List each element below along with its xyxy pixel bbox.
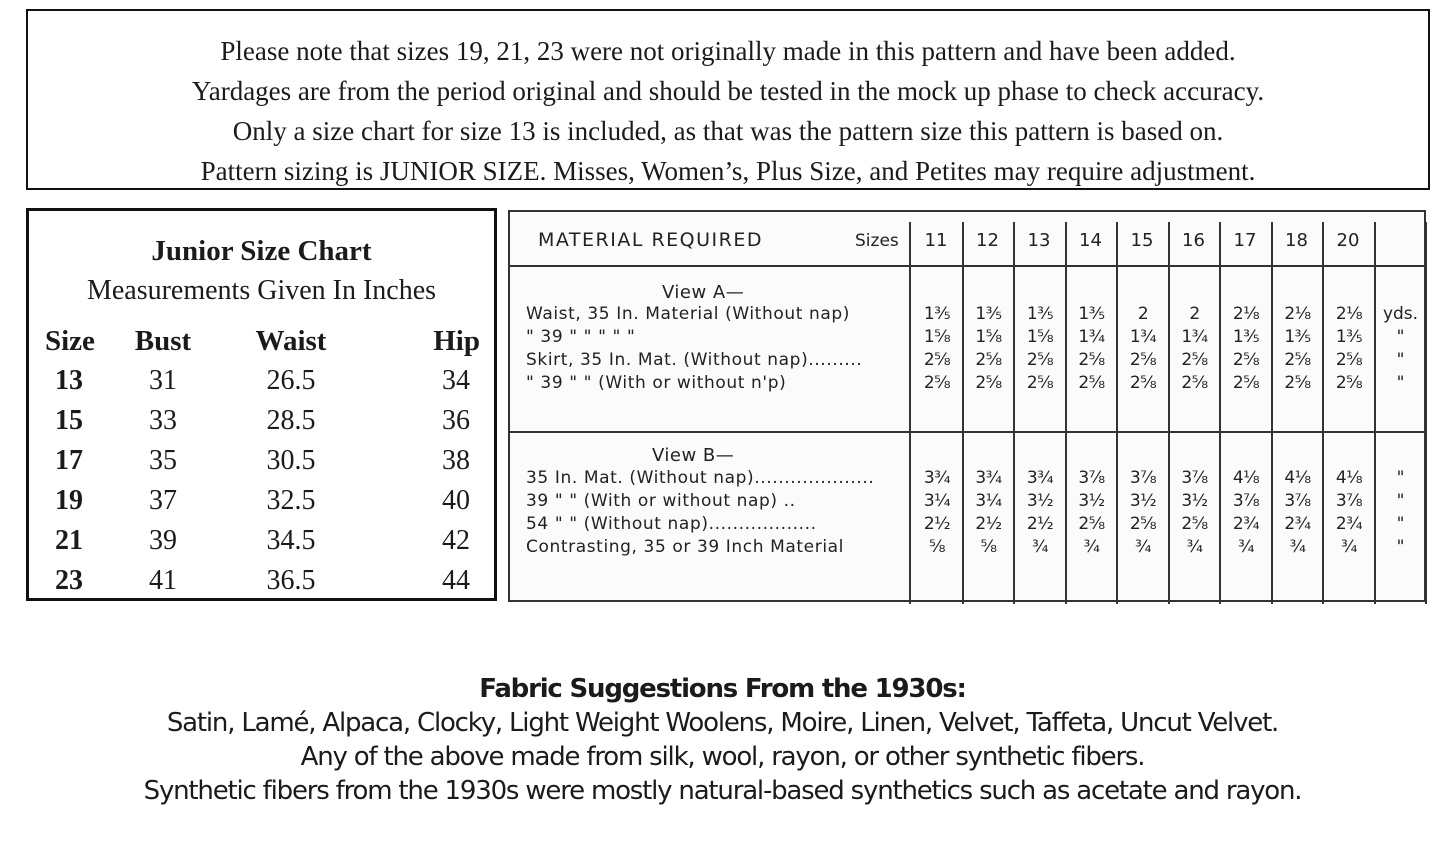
yardage-cell: ¾ [1238, 537, 1254, 557]
yardage-cell: 2⅝ [1078, 350, 1105, 370]
note-line: Yardages are from the period original and should be tested in the mock up phase to check accuracy. [191, 76, 1265, 106]
yardage-cell: 2⅝ [1232, 373, 1260, 393]
sizes-label: Sizes [855, 231, 899, 251]
col-header-hip: Hip [433, 324, 480, 357]
yardage-cell: 3¼ [923, 491, 951, 511]
yardage-cell: ⅝ [929, 537, 945, 557]
junior-size-chart [26, 208, 497, 601]
material-required-table [508, 210, 1426, 602]
yardage-cell: ¾ [1083, 537, 1100, 557]
yardage-cell: 3⅞ [1335, 491, 1363, 511]
yardage-cell: 2⅝ [1284, 373, 1311, 393]
note-line: Only a size chart for size 13 is included, as that was the pattern size this pattern is based on. [232, 116, 1224, 146]
material-row-label: 35 In. Mat. (Without nap).................... [526, 468, 875, 488]
fabric-suggestions [0, 672, 1445, 808]
yardage-cell: 2 [1189, 304, 1200, 324]
cell-bust: 37 [149, 485, 177, 516]
yardage-cell: ⅝ [980, 537, 997, 557]
unit-label: " [1396, 514, 1405, 534]
yardage-cell: ¾ [1135, 537, 1151, 557]
size-header: 15 [1130, 230, 1154, 251]
yardage-cell: 1⅝ [923, 327, 951, 347]
column-rule [962, 222, 964, 604]
unit-label: " [1396, 373, 1405, 393]
size-header: 20 [1336, 230, 1360, 251]
cell-waist: 34.5 [266, 525, 316, 556]
table-row [29, 441, 494, 481]
cell-size: 23 [55, 565, 83, 596]
yardage-cell: 4⅛ [1232, 468, 1260, 488]
yardage-cell: 3⅞ [1232, 491, 1260, 511]
yardage-cell: 1¾ [1129, 327, 1157, 347]
yardage-cell: 3½ [1078, 491, 1105, 511]
fabric-line: Satin, Lamé, Alpaca, Clocky, Light Weight Woolens, Moire, Linen, Velvet, Taffeta, Uncut Velvet. [166, 708, 1279, 738]
yardage-cell: 3⅞ [1181, 468, 1208, 488]
material-row-label: Skirt, 35 In. Mat. (Without nap)......... [526, 350, 863, 370]
yardage-cell: 1¾ [1181, 327, 1208, 347]
cell-waist: 36.5 [266, 565, 316, 596]
cell-bust: 39 [149, 525, 177, 556]
yardage-cell: 2⅝ [1078, 514, 1105, 534]
yardage-cell: 2⅛ [1284, 304, 1311, 324]
yardage-cell: 2⅝ [1335, 350, 1363, 370]
cell-waist: 32.5 [266, 485, 316, 516]
size-header: 12 [976, 230, 999, 251]
column-rule [1168, 222, 1170, 604]
yardage-cell: 2½ [923, 514, 951, 534]
yardage-cell: ¾ [1032, 537, 1048, 557]
column-rule [1425, 222, 1427, 604]
size-header: 17 [1233, 230, 1257, 251]
yardage-cell: 3½ [1129, 491, 1157, 511]
yardage-cell: 2⅝ [1026, 373, 1054, 393]
yardage-cell: 2⅝ [1181, 350, 1208, 370]
yardage-cell: 2¾ [1284, 514, 1311, 534]
cell-bust: 35 [149, 445, 177, 476]
fabric-line: Any of the above made from silk, wool, rayon, or other synthetic fibers. [300, 742, 1145, 772]
yardage-cell: 2⅝ [1129, 350, 1157, 370]
cell-size: 15 [55, 405, 83, 436]
table-row [29, 361, 494, 401]
yardage-cell: 2½ [1026, 514, 1054, 534]
cell-bust: 33 [149, 405, 177, 436]
cell-size: 13 [55, 365, 83, 396]
column-rule [1271, 222, 1273, 604]
material-row-label: 39 " " (With or without nap) .. [526, 491, 796, 511]
column-rule [1116, 222, 1118, 604]
yardage-cell: 1⅗ [1232, 327, 1260, 347]
yardage-cell: 2⅝ [1078, 373, 1105, 393]
cell-bust: 31 [149, 365, 177, 396]
size-header: 11 [924, 230, 948, 251]
column-rule [1065, 222, 1067, 604]
yardage-cell: 2⅝ [1129, 514, 1157, 534]
cell-hip: 36 [442, 405, 470, 436]
yardage-cell: 2⅝ [1284, 350, 1311, 370]
yardage-cell: 3⅞ [1078, 468, 1105, 488]
yardage-cell: ¾ [1289, 537, 1306, 557]
yardage-cell: 2⅝ [1181, 373, 1208, 393]
column-rule [1374, 222, 1376, 604]
yardage-cell: 2¾ [1232, 514, 1260, 534]
size-header: 16 [1182, 230, 1205, 251]
yardage-cell: 2¾ [1335, 514, 1363, 534]
yardage-cell: 1⅗ [923, 304, 951, 324]
cell-size: 21 [55, 525, 83, 556]
cell-waist: 30.5 [266, 445, 316, 476]
yardage-cell: 2⅝ [1026, 350, 1054, 370]
yardage-cell: 1⅗ [1335, 327, 1363, 347]
cell-hip: 42 [442, 525, 470, 556]
column-rule [1013, 222, 1015, 604]
unit-label: " [1396, 491, 1405, 511]
yardage-cell: ¾ [1186, 537, 1203, 557]
size-header: 13 [1027, 230, 1051, 251]
yardage-cell: 3½ [1181, 491, 1208, 511]
size-header: 14 [1079, 230, 1102, 251]
view-divider [510, 431, 1424, 433]
table-row [29, 521, 494, 561]
yardage-cell: 1⅗ [975, 304, 1002, 324]
view-a-label: View A— [662, 282, 745, 303]
material-row-label: Waist, 35 In. Material (Without nap) [526, 304, 850, 324]
unit-label: " [1396, 350, 1405, 370]
yardage-cell: 3¾ [975, 468, 1002, 488]
yardage-cell: 2 [1137, 304, 1149, 324]
size-chart-header-row [29, 321, 494, 361]
unit-label: " [1396, 327, 1405, 347]
col-header-waist: Waist [255, 324, 327, 357]
yardage-cell: 3⅞ [1284, 491, 1311, 511]
yardage-cell: 1⅗ [1078, 304, 1105, 324]
size-chart-table [29, 321, 494, 601]
column-rule [1322, 222, 1324, 604]
yardage-cell: 2⅝ [923, 350, 951, 370]
material-row-label: " 39 " " (With or without n'p) [526, 373, 787, 393]
material-row-label: 54 " " (Without nap).................. [526, 514, 817, 534]
cell-hip: 40 [442, 485, 470, 516]
yardage-cell: 3¼ [975, 491, 1002, 511]
cell-size: 19 [55, 485, 83, 516]
note-line: Pattern sizing is JUNIOR SIZE. Misses, Women’s, Plus Size, and Petites may require adjustment. [200, 156, 1256, 186]
yardage-cell: 2⅛ [1232, 304, 1260, 324]
yardage-cell: 2⅝ [1335, 373, 1363, 393]
yardage-cell: 2⅝ [923, 373, 951, 393]
column-rule [1219, 222, 1221, 604]
yardage-cell: 2⅝ [1232, 350, 1260, 370]
size-chart-subtitle: Measurements Given In Inches [86, 275, 437, 306]
yardage-cell: 3¾ [1026, 468, 1054, 488]
fabric-title: Fabric Suggestions From the 1930s: [479, 674, 966, 704]
yardage-cell: 3⅞ [1129, 468, 1157, 488]
yardage-cell: 3¾ [923, 468, 951, 488]
yardage-cell: 2⅝ [1129, 373, 1157, 393]
fabric-line: Synthetic fibers from the 1930s were mostly natural-based synthetics such as acetate and rayon. [143, 776, 1302, 806]
table-row [29, 561, 494, 601]
unit-label: yds. [1382, 304, 1419, 324]
cell-hip: 44 [442, 565, 470, 596]
yardage-cell: 1¾ [1078, 327, 1105, 347]
yardage-cell: 4⅛ [1335, 468, 1363, 488]
cell-bust: 41 [149, 565, 177, 596]
table-row [29, 401, 494, 441]
cell-size: 17 [55, 445, 83, 476]
material-row-label: " 39 " " " " " [526, 327, 636, 347]
yardage-cell: 3½ [1026, 491, 1054, 511]
yardage-cell: 4⅛ [1284, 468, 1311, 488]
yardage-cell: 1⅝ [975, 327, 1002, 347]
yardage-cell: 1⅝ [1026, 327, 1054, 347]
col-header-size: Size [45, 324, 95, 357]
yardage-cell: 2⅝ [975, 350, 1002, 370]
yardage-cell: 2½ [975, 514, 1002, 534]
size-chart-title: Junior Size Chart [151, 235, 372, 267]
yardage-cell: 2⅝ [975, 373, 1002, 393]
cell-hip: 38 [442, 445, 470, 476]
cell-waist: 26.5 [266, 365, 316, 396]
cell-waist: 28.5 [266, 405, 316, 436]
yardage-cell: 1⅗ [1026, 304, 1054, 324]
yardage-cell: 2⅛ [1335, 304, 1363, 324]
cell-hip: 34 [442, 365, 470, 396]
yardage-cell: 1⅗ [1284, 327, 1311, 347]
note-line: Please note that sizes 19, 21, 23 were not originally made in this pattern and have been added. [220, 36, 1236, 66]
unit-label: " [1396, 468, 1405, 488]
yardage-cell: ¾ [1341, 537, 1357, 557]
column-rule [909, 222, 911, 604]
material-row-label: Contrasting, 35 or 39 Inch Material [526, 537, 844, 557]
size-header: 18 [1285, 230, 1308, 251]
unit-label: " [1396, 537, 1405, 557]
table-row [29, 481, 494, 521]
yardage-cell: 2⅝ [1181, 514, 1208, 534]
material-title: MATERIAL REQUIRED [538, 229, 763, 251]
col-header-bust: Bust [134, 324, 192, 357]
pattern-note-box [26, 9, 1430, 190]
view-b-label: View B— [652, 445, 735, 466]
